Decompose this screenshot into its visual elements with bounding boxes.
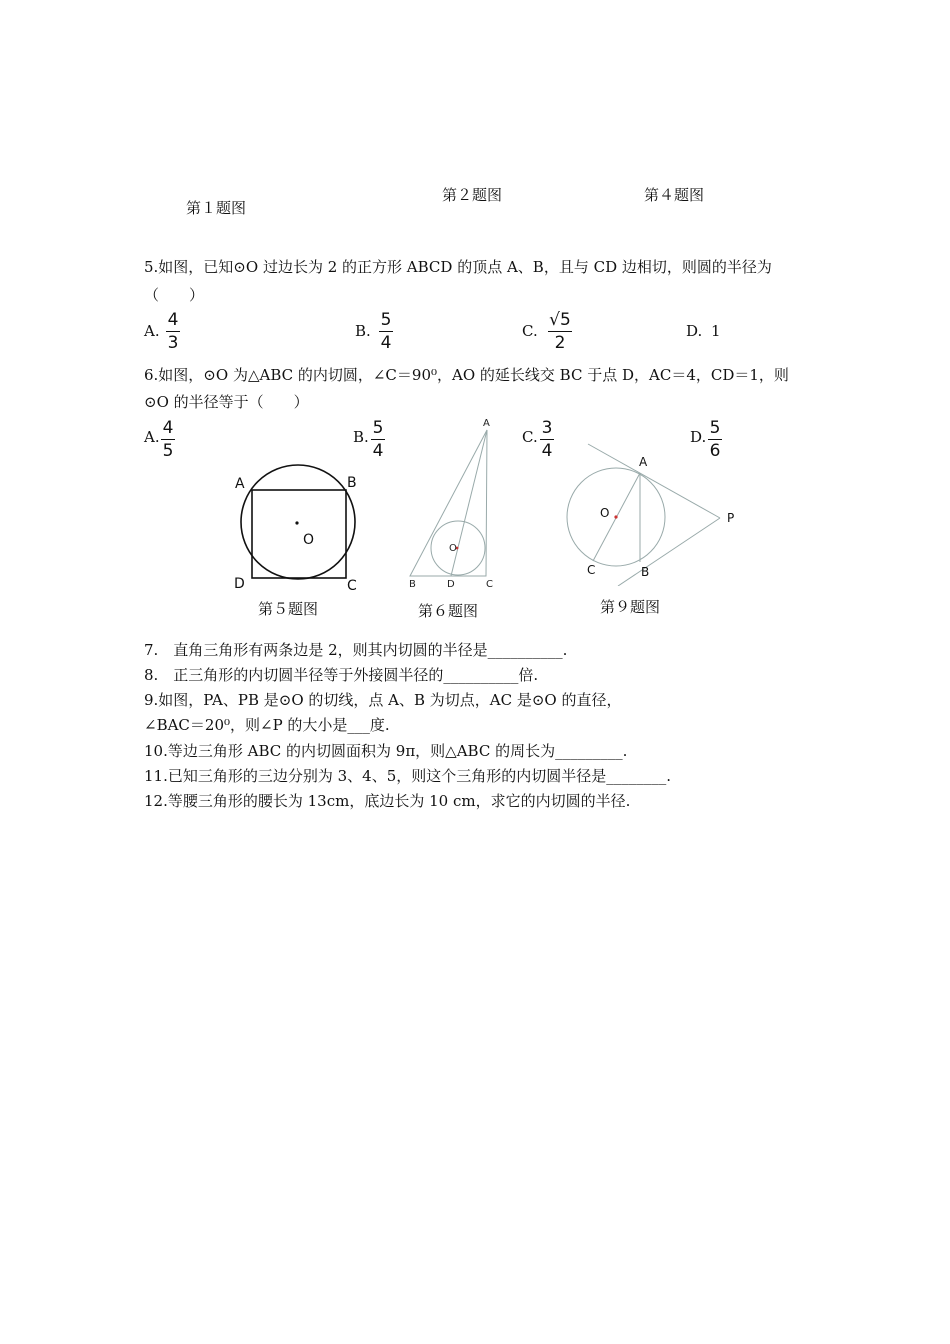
fig5-center-dot: [295, 521, 298, 524]
figure-6-diagram: [400, 412, 510, 594]
fig9-label-c: C: [587, 563, 596, 577]
question-5-bracket: （ ）: [144, 286, 205, 304]
option-fraction: [166, 310, 180, 353]
fig9-label-o: O: [600, 506, 610, 520]
denominator: 4: [541, 441, 553, 461]
fig5-label-c: C: [347, 578, 357, 594]
option-fraction: [379, 310, 393, 353]
fig5-label-a: A: [235, 476, 245, 492]
fig9-label-a: A: [639, 455, 648, 469]
option-fraction: [371, 418, 385, 461]
question-8: 8. 正三角形的内切圆半径等于外接圆半径的__________倍.: [144, 666, 539, 684]
numerator: 4: [162, 418, 174, 438]
question-7: 7. 直角三角形有两条边是 2，则其内切圆的半径是__________.: [144, 641, 568, 659]
denominator: 3: [167, 333, 179, 353]
figure-1-caption: 第１题图: [186, 199, 247, 217]
fig9-label-p: P: [727, 511, 735, 525]
option-label: B.: [353, 428, 369, 446]
option-label: B.: [355, 322, 371, 340]
question-5-text: 5.如图，已知⊙O 过边长为 2 的正方形 ABCD 的顶点 A、B，且与 CD 边相切，则圆的半径为: [144, 258, 772, 276]
denominator: 4: [380, 333, 392, 353]
option-fraction: [540, 418, 554, 461]
fraction-bar: [161, 439, 175, 440]
option-fraction: [548, 310, 572, 353]
question-9-line1: 9.如图，PA、PB 是⊙O 的切线，点 A、B 为切点，AC 是⊙O 的直径，: [144, 691, 622, 709]
fraction-bar: [166, 331, 180, 332]
numerator: 3: [541, 418, 553, 438]
fraction-bar: [540, 439, 554, 440]
denominator: 5: [162, 441, 174, 461]
fig9-center-dot: [614, 515, 617, 518]
fraction-bar: [548, 331, 572, 332]
fig5-label-d: D: [234, 576, 245, 592]
figure-2-caption: 第２题图: [442, 186, 503, 204]
fig6-label-o: O: [449, 543, 457, 554]
denominator: 2: [554, 333, 566, 353]
figure-5-caption: 第５题图: [258, 600, 319, 618]
numerator: 4: [167, 310, 179, 330]
fig6-line-ad: [451, 430, 487, 576]
option-label: C.: [522, 428, 538, 446]
figure-4-caption: 第４题图: [644, 186, 705, 204]
figure-9-caption: 第９题图: [600, 598, 661, 616]
fig6-label-d: D: [447, 579, 455, 590]
fig6-label-a: A: [483, 418, 490, 429]
fig5-label-o: O: [303, 532, 315, 548]
fig5-label-b: B: [347, 475, 357, 491]
numerator: √5: [549, 310, 571, 330]
numerator: 5: [709, 418, 721, 438]
option-label: C.: [522, 322, 538, 340]
question-10: 10.等边三角形 ABC 的内切圆面积为 9π，则△ABC 的周长为_________.: [144, 742, 628, 760]
option-label: D.: [690, 428, 707, 446]
option-fraction: [161, 418, 175, 461]
denominator: 4: [372, 441, 384, 461]
fig6-triangle: [410, 430, 487, 576]
fig9-label-b: B: [641, 565, 650, 579]
denominator: 6: [709, 441, 721, 461]
figure-5-diagram: [225, 460, 370, 595]
option-label: A.: [144, 428, 160, 446]
fig6-label-c: C: [486, 579, 493, 590]
option-label: A.: [144, 322, 160, 340]
question-9-line2: ∠BAC＝20⁰，则∠P 的大小是___度.: [144, 716, 390, 734]
fig5-square: [252, 490, 346, 578]
fraction-bar: [379, 331, 393, 332]
numerator: 5: [372, 418, 384, 438]
figure-9-diagram: [560, 436, 760, 586]
figure-6-caption: 第６题图: [418, 602, 479, 620]
fig6-label-b: B: [409, 579, 416, 590]
fraction-bar: [371, 439, 385, 440]
question-12: 12.等腰三角形的腰长为 13cm，底边长为 10 cm，求它的内切圆的半径.: [144, 792, 631, 810]
numerator: 5: [380, 310, 392, 330]
option-label: D.: [686, 322, 703, 340]
option-value: 1: [711, 322, 721, 340]
question-6-text-line2: ⊙O 的半径等于（ ）: [144, 393, 309, 411]
fig9-tangent-lower: [618, 518, 720, 586]
question-11: 11.已知三角形的三边分别为 3、4、5，则这个三角形的内切圆半径是________.: [144, 767, 672, 785]
question-6-text: 6.如图，⊙O 为△ABC 的内切圆，∠C＝90⁰，AO 的延长线交 BC 于点 D，AC＝4，CD＝1，则: [144, 366, 789, 384]
